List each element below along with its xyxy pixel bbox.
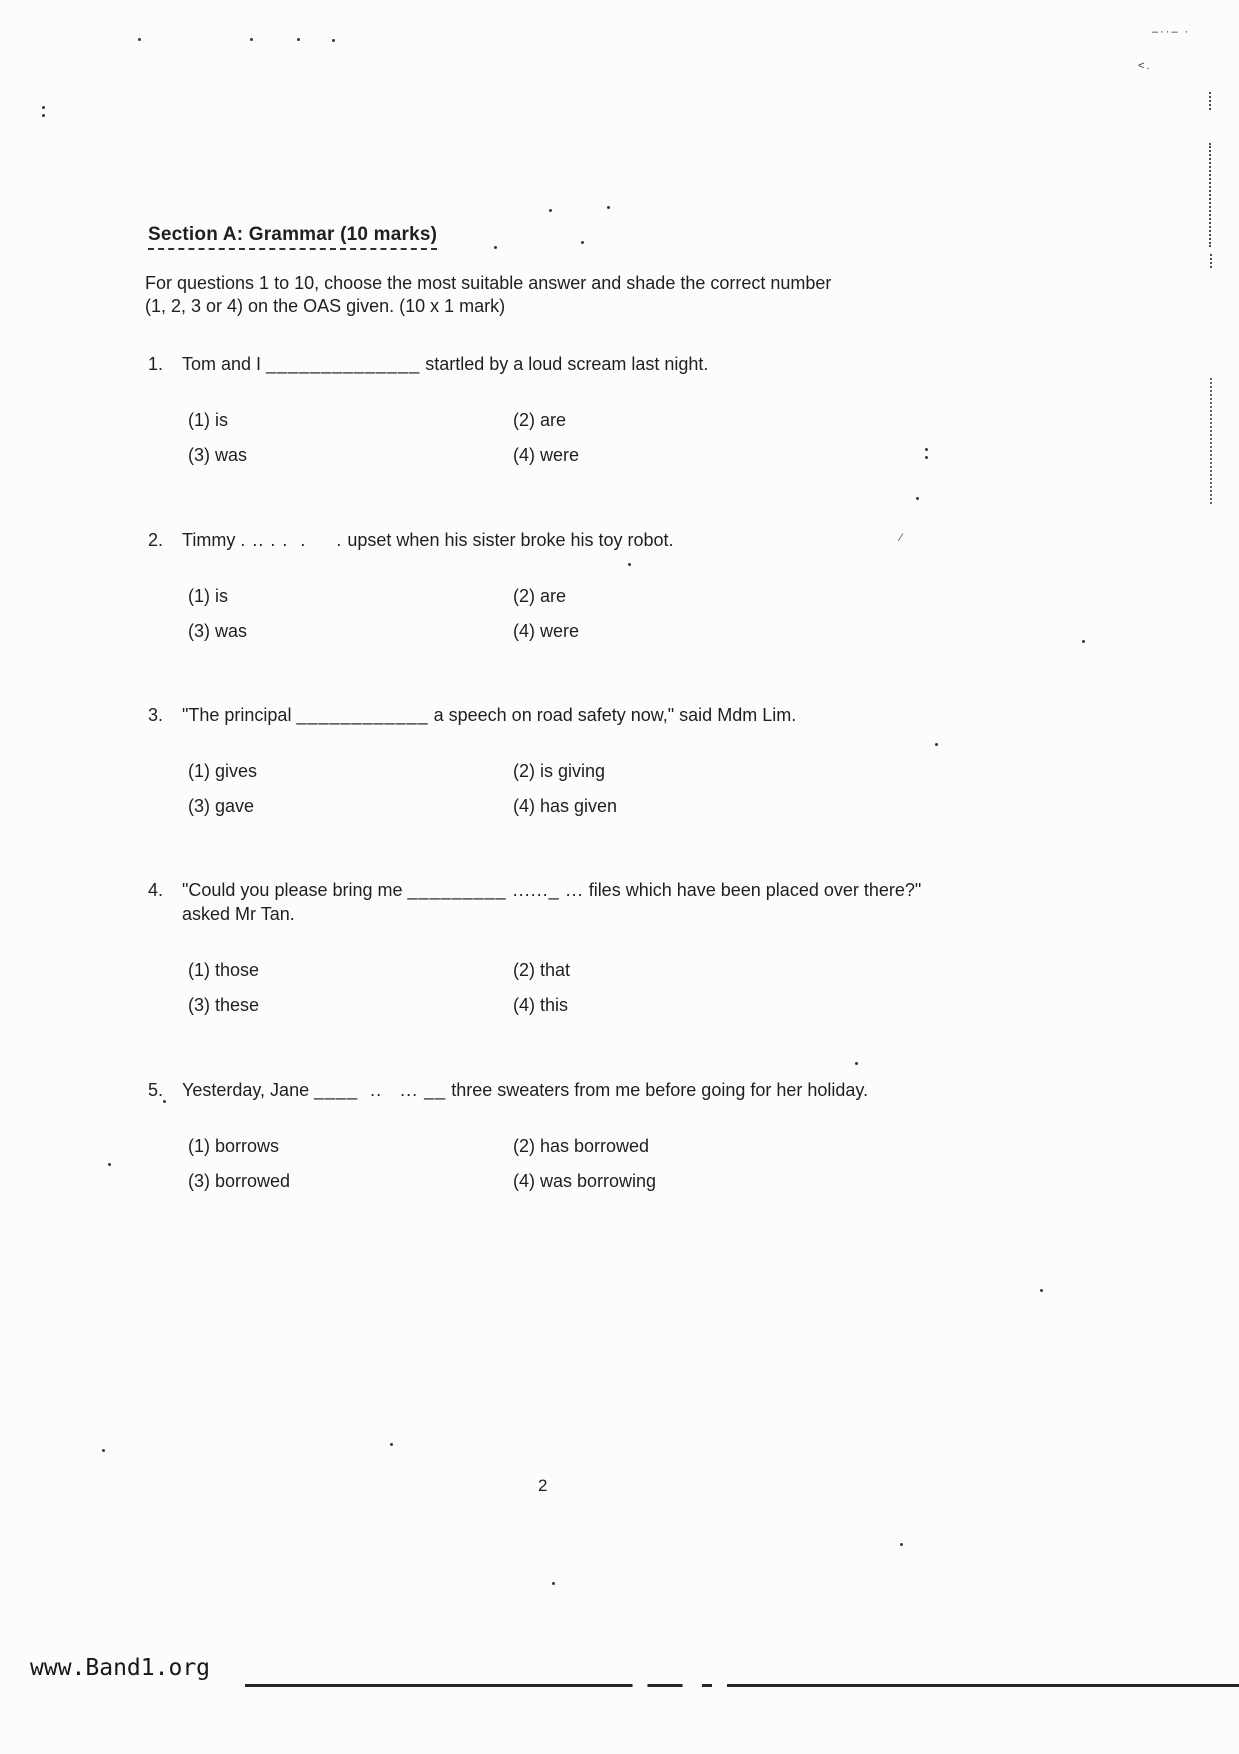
question-text: Yesterday, Jane ____ .. ... __ three sweaters from me before going for her holiday.: [182, 1080, 869, 1100]
question-number: 3.: [148, 705, 164, 725]
footer-site-label: www.Band1.org: [30, 1655, 211, 1681]
option-2: (2) is giving: [513, 761, 606, 781]
question-text: Tom and I ______________ startled by a loud scream last night.: [182, 354, 709, 374]
option-4: (4) was borrowing: [513, 1171, 657, 1191]
option-2: (2) that: [513, 960, 571, 980]
question-stem: [148, 352, 1028, 376]
footer-rule: [245, 1684, 1239, 1687]
question-text-line2: asked Mr Tan.: [182, 904, 295, 924]
instructions-line-2: (1, 2, 3 or 4) on the OAS given. (10 x 1 mark): [145, 296, 506, 316]
instructions-line-1: For questions 1 to 10, choose the most suitable answer and shade the correct number: [145, 273, 832, 293]
option-3: (3) gave: [188, 796, 255, 816]
instructions: [145, 272, 975, 318]
question-number: 1.: [148, 354, 164, 374]
question-stem: [148, 528, 1028, 552]
option-4: (4) has given: [513, 796, 618, 816]
option-1: (1) gives: [188, 761, 258, 781]
scan-dotted-line: [1209, 143, 1211, 247]
options: [188, 759, 1028, 818]
question-1: [148, 352, 1028, 467]
question-4: [148, 878, 1028, 1017]
scan-dotted-line: [1210, 378, 1212, 504]
option-3: (3) these: [188, 995, 260, 1015]
answer-blank: . .. . . . .: [240, 530, 343, 550]
question-text: Timmy . .. . . . . upset when his sister broke his toy robot.: [182, 530, 674, 550]
options: [188, 958, 1028, 1017]
option-4: (4) were: [513, 621, 580, 641]
answer-blank: ______________: [266, 354, 421, 374]
answer-blank: ____________: [296, 705, 429, 725]
question-number: 5.: [148, 1080, 164, 1100]
question-2: [148, 528, 1028, 643]
scan-dotted-line: [1210, 254, 1212, 268]
question-3: [148, 703, 1028, 818]
option-1: (1) those: [188, 960, 260, 980]
option-4: (4) this: [513, 995, 569, 1015]
question-5: [148, 1078, 1028, 1193]
options: [188, 1134, 1028, 1193]
scan-mark: ⁄: [900, 532, 904, 544]
scan-dotted-line: [1209, 92, 1211, 110]
question-text: "Could you please bring me _________ ......_ ... files which have been placed over there?" asked Mr Tan.: [182, 878, 1028, 926]
option-4: (4) were: [513, 445, 580, 465]
section-heading: Section A: Grammar (10 marks): [148, 224, 437, 250]
options: [188, 584, 1028, 643]
scan-mark: –··– ·: [1152, 26, 1191, 38]
page-number: 2: [538, 1476, 548, 1495]
answer-blank: ____ .. ... __: [314, 1080, 447, 1100]
question-text: "The principal ____________ a speech on road safety now," said Mdm Lim.: [182, 705, 797, 725]
answer-blank: _________ ......_ ...: [407, 880, 584, 900]
option-2: (2) has borrowed: [513, 1136, 650, 1156]
option-3: (3) was: [188, 621, 248, 641]
question-stem: [148, 703, 1028, 727]
option-1: (1) is: [188, 410, 228, 430]
option-2: (2) are: [513, 410, 567, 430]
option-3: (3) was: [188, 445, 248, 465]
option-2: (2) are: [513, 586, 567, 606]
question-stem: [148, 878, 1028, 926]
scan-mark: <.: [1138, 60, 1152, 72]
options: [188, 408, 1028, 467]
option-1: (1) is: [188, 586, 228, 606]
option-1: (1) borrows: [188, 1136, 280, 1156]
question-number: 2.: [148, 530, 164, 550]
question-number: 4.: [148, 880, 164, 900]
question-stem: [148, 1078, 1028, 1102]
option-3: (3) borrowed: [188, 1171, 291, 1191]
